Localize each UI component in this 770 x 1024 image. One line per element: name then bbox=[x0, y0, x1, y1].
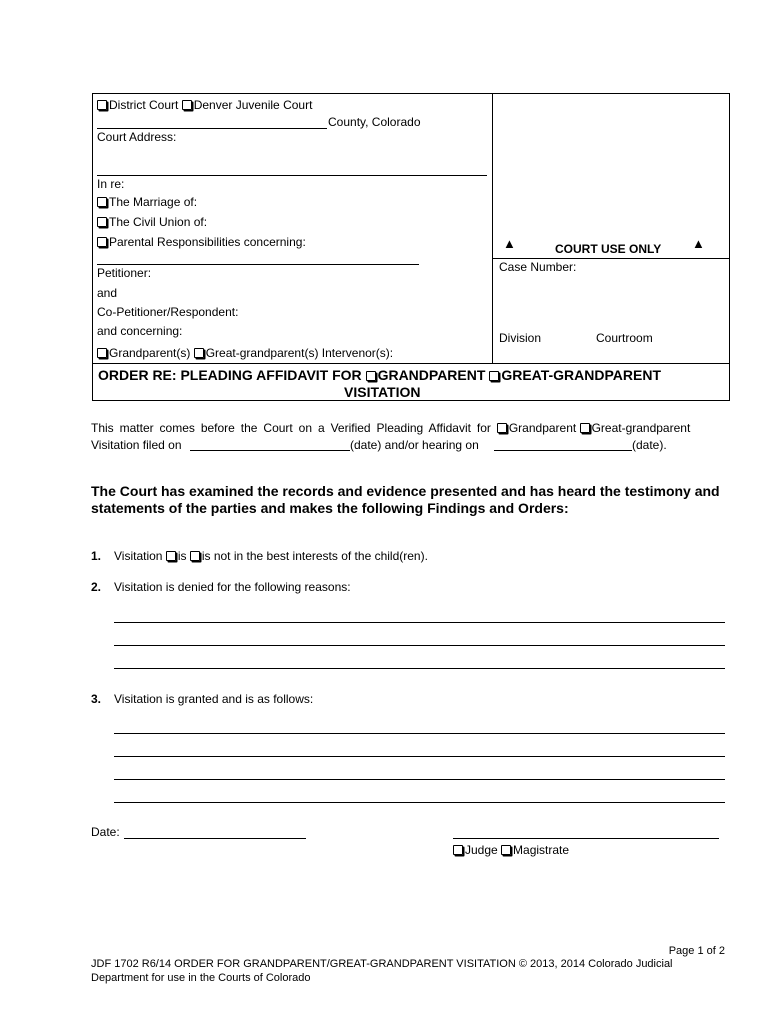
marriage-of-label: The Marriage of: bbox=[109, 195, 198, 209]
denial-reason-line[interactable] bbox=[114, 645, 725, 646]
date-blank[interactable] bbox=[124, 838, 306, 839]
denver-juvenile-court-label: Denver Juvenile Court bbox=[193, 98, 313, 112]
district-court-label: District Court bbox=[109, 98, 179, 112]
magistrate-checkbox[interactable] bbox=[501, 845, 511, 855]
item1-is-checkbox[interactable] bbox=[166, 551, 176, 561]
form-id-line: JDF 1702 R6/14 ORDER FOR GRANDPARENT/GREAT-GRANDPARENT VISITATION © 2013, 2014 Colorado Judicial bbox=[91, 958, 673, 970]
intro-grandparent-label: Grandparent bbox=[508, 421, 580, 435]
item1-row bbox=[114, 549, 428, 563]
civil-union-row bbox=[97, 215, 207, 229]
arrow-up-right-icon: ▲ bbox=[692, 236, 705, 251]
district-court-checkbox[interactable] bbox=[97, 100, 107, 110]
case-number-label: Case Number: bbox=[499, 260, 577, 274]
marriage-of-checkbox[interactable] bbox=[97, 197, 107, 207]
granted-terms-line[interactable] bbox=[114, 733, 725, 734]
intro-visitation-filed: Visitation filed on bbox=[91, 438, 182, 452]
great-grandparents-checkbox[interactable] bbox=[194, 348, 204, 358]
item1-is-not-label: is not in the best interests of the child(ren). bbox=[201, 549, 428, 563]
intro-text-a: This matter comes before the Court on a Verified Pleading Affidavit for bbox=[91, 421, 497, 435]
petitioner-label: Petitioner: bbox=[97, 266, 152, 280]
courtroom-label: Courtroom bbox=[596, 331, 653, 345]
arrow-up-left-icon: ▲ bbox=[503, 236, 516, 251]
marriage-of-row bbox=[97, 195, 197, 209]
item2-text: Visitation is denied for the following reasons: bbox=[114, 580, 351, 594]
intro-line2 bbox=[91, 438, 182, 452]
signature-blank[interactable] bbox=[453, 838, 719, 839]
title-great-grandparent: GREAT-GRANDPARENT bbox=[501, 367, 662, 383]
title-top-rule bbox=[92, 363, 730, 364]
magistrate-label: Magistrate bbox=[513, 843, 570, 857]
denial-reason-line[interactable] bbox=[114, 622, 725, 623]
denial-reason-line[interactable] bbox=[114, 668, 725, 669]
order-title-line2: VISITATION bbox=[344, 384, 421, 400]
title-grandparent-checkbox[interactable] bbox=[366, 371, 376, 381]
item1-is-label: is bbox=[177, 549, 190, 563]
examined-line2: statements of the parties and makes the following Findings and Orders: bbox=[91, 500, 569, 516]
court-use-only-label: COURT USE ONLY bbox=[555, 242, 662, 256]
court-address-label: Court Address: bbox=[97, 130, 177, 144]
grandparents-checkbox[interactable] bbox=[97, 348, 107, 358]
parental-responsibilities-row bbox=[97, 235, 306, 249]
item1-visitation: Visitation bbox=[114, 549, 166, 563]
great-grandparents-label: Great-grandparent(s) Intervenor(s): bbox=[205, 346, 394, 360]
division-label: Division bbox=[499, 331, 542, 345]
denver-juvenile-court-checkbox[interactable] bbox=[182, 100, 192, 110]
filed-date-blank[interactable] bbox=[190, 450, 350, 451]
intro-hearing-text: (date) and/or hearing on bbox=[350, 438, 479, 452]
granted-terms-line[interactable] bbox=[114, 779, 725, 780]
caption-divider bbox=[492, 93, 493, 363]
item1-number: 1. bbox=[91, 549, 102, 563]
county-blank[interactable] bbox=[97, 128, 327, 129]
title-great-grandparent-checkbox[interactable] bbox=[489, 371, 499, 381]
item3-text: Visitation is granted and is as follows: bbox=[114, 692, 314, 706]
court-use-rule bbox=[493, 258, 730, 259]
date-label: Date: bbox=[91, 825, 120, 839]
item2-number: 2. bbox=[91, 580, 102, 594]
civil-union-checkbox[interactable] bbox=[97, 217, 107, 227]
granted-terms-line[interactable] bbox=[114, 802, 725, 803]
intro-grandparent-checkbox[interactable] bbox=[497, 423, 507, 433]
item3-number: 3. bbox=[91, 692, 102, 706]
parental-responsibilities-checkbox[interactable] bbox=[97, 237, 107, 247]
civil-union-label: The Civil Union of: bbox=[109, 215, 208, 229]
examined-line1: The Court has examined the records and evidence presented and has heard the testimony and bbox=[91, 483, 720, 499]
intervenors-row bbox=[97, 346, 393, 360]
judge-magistrate-row bbox=[453, 843, 569, 857]
order-title-line1 bbox=[98, 367, 661, 383]
judge-label: Judge bbox=[465, 843, 502, 857]
judge-checkbox[interactable] bbox=[453, 845, 463, 855]
parental-responsibilities-label: Parental Responsibilities concerning: bbox=[109, 235, 306, 249]
hearing-date-blank[interactable] bbox=[494, 450, 632, 451]
court-address-rule bbox=[97, 175, 487, 176]
title-grandparent: GRANDPARENT bbox=[377, 367, 490, 383]
intro-great-grandparent-checkbox[interactable] bbox=[580, 423, 590, 433]
parental-responsibilities-blank[interactable] bbox=[97, 264, 419, 265]
department-line: Department for use in the Courts of Colorado bbox=[91, 972, 311, 984]
intro-line1 bbox=[91, 421, 690, 435]
and-concerning-label: and concerning: bbox=[97, 324, 183, 338]
item1-is-not-checkbox[interactable] bbox=[190, 551, 200, 561]
co-petitioner-label: Co-Petitioner/Respondent: bbox=[97, 305, 239, 319]
and-label: and bbox=[97, 286, 118, 300]
court-type-row bbox=[97, 98, 312, 112]
title-prefix: ORDER RE: PLEADING AFFIDAVIT FOR bbox=[98, 367, 366, 383]
page-number: Page 1 of 2 bbox=[668, 945, 725, 957]
county-colorado-label: County, Colorado bbox=[328, 115, 421, 129]
in-re-label: In re: bbox=[97, 177, 125, 191]
granted-terms-line[interactable] bbox=[114, 756, 725, 757]
intro-date-suffix: (date). bbox=[632, 438, 667, 452]
intro-great-grandparent-label: Great-grandparent bbox=[591, 421, 691, 435]
grandparents-label: Grandparent(s) bbox=[109, 346, 191, 360]
